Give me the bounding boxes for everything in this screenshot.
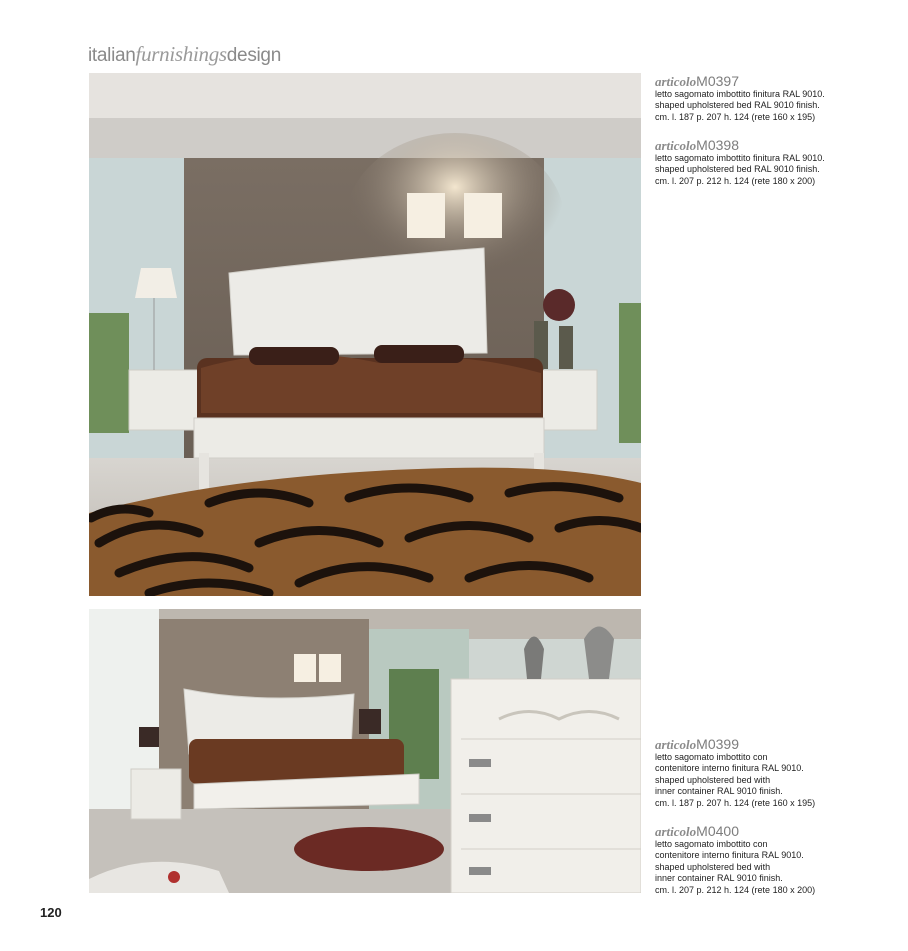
article-desc-line: letto sagomato imbottito con bbox=[655, 839, 768, 849]
article-desc-line: contenitore interno finitura RAL 9010. bbox=[655, 850, 804, 861]
article-desc-line: shaped upholstered bed RAL 9010 finish. bbox=[655, 164, 820, 175]
brand-title: italianfurnishingsdesign bbox=[88, 42, 281, 66]
article-desc-line: letto sagomato imbottito finitura RAL 9010. bbox=[655, 153, 825, 163]
article-m0398 bbox=[655, 138, 885, 187]
article-desc-line: shaped upholstered bed with bbox=[655, 861, 771, 872]
bedroom-photo-storage bbox=[89, 609, 641, 893]
article-dimensions: cm. l. 207 p. 212 h. 124 (rete 180 x 200) bbox=[655, 884, 816, 895]
bedroom-photo-main bbox=[89, 73, 641, 596]
page-number: 120 bbox=[40, 905, 62, 920]
article-dimensions: cm. l. 207 p. 212 h. 124 (rete 180 x 200) bbox=[655, 175, 816, 186]
article-m0400 bbox=[655, 824, 885, 896]
article-desc-line: shaped upholstered bed with bbox=[655, 774, 771, 785]
article-m0399 bbox=[655, 737, 885, 809]
article-code: articoloM0399 bbox=[655, 736, 739, 752]
article-dimensions: cm. l. 187 p. 207 h. 124 (rete 160 x 195) bbox=[655, 111, 816, 122]
article-desc-line: inner container RAL 9010 finish. bbox=[655, 873, 783, 884]
article-desc-line: shaped upholstered bed RAL 9010 finish. bbox=[655, 100, 820, 111]
article-code: articoloM0398 bbox=[655, 137, 739, 153]
article-m0397 bbox=[655, 74, 885, 123]
article-desc-line: letto sagomato imbottito con bbox=[655, 752, 768, 762]
article-code: articoloM0400 bbox=[655, 823, 739, 839]
article-code: articoloM0397 bbox=[655, 73, 739, 89]
article-desc-line: letto sagomato imbottito finitura RAL 9010. bbox=[655, 89, 825, 99]
article-dimensions: cm. l. 187 p. 207 h. 124 (rete 160 x 195) bbox=[655, 797, 816, 808]
article-desc-line: contenitore interno finitura RAL 9010. bbox=[655, 763, 804, 774]
article-desc-line: inner container RAL 9010 finish. bbox=[655, 786, 783, 797]
